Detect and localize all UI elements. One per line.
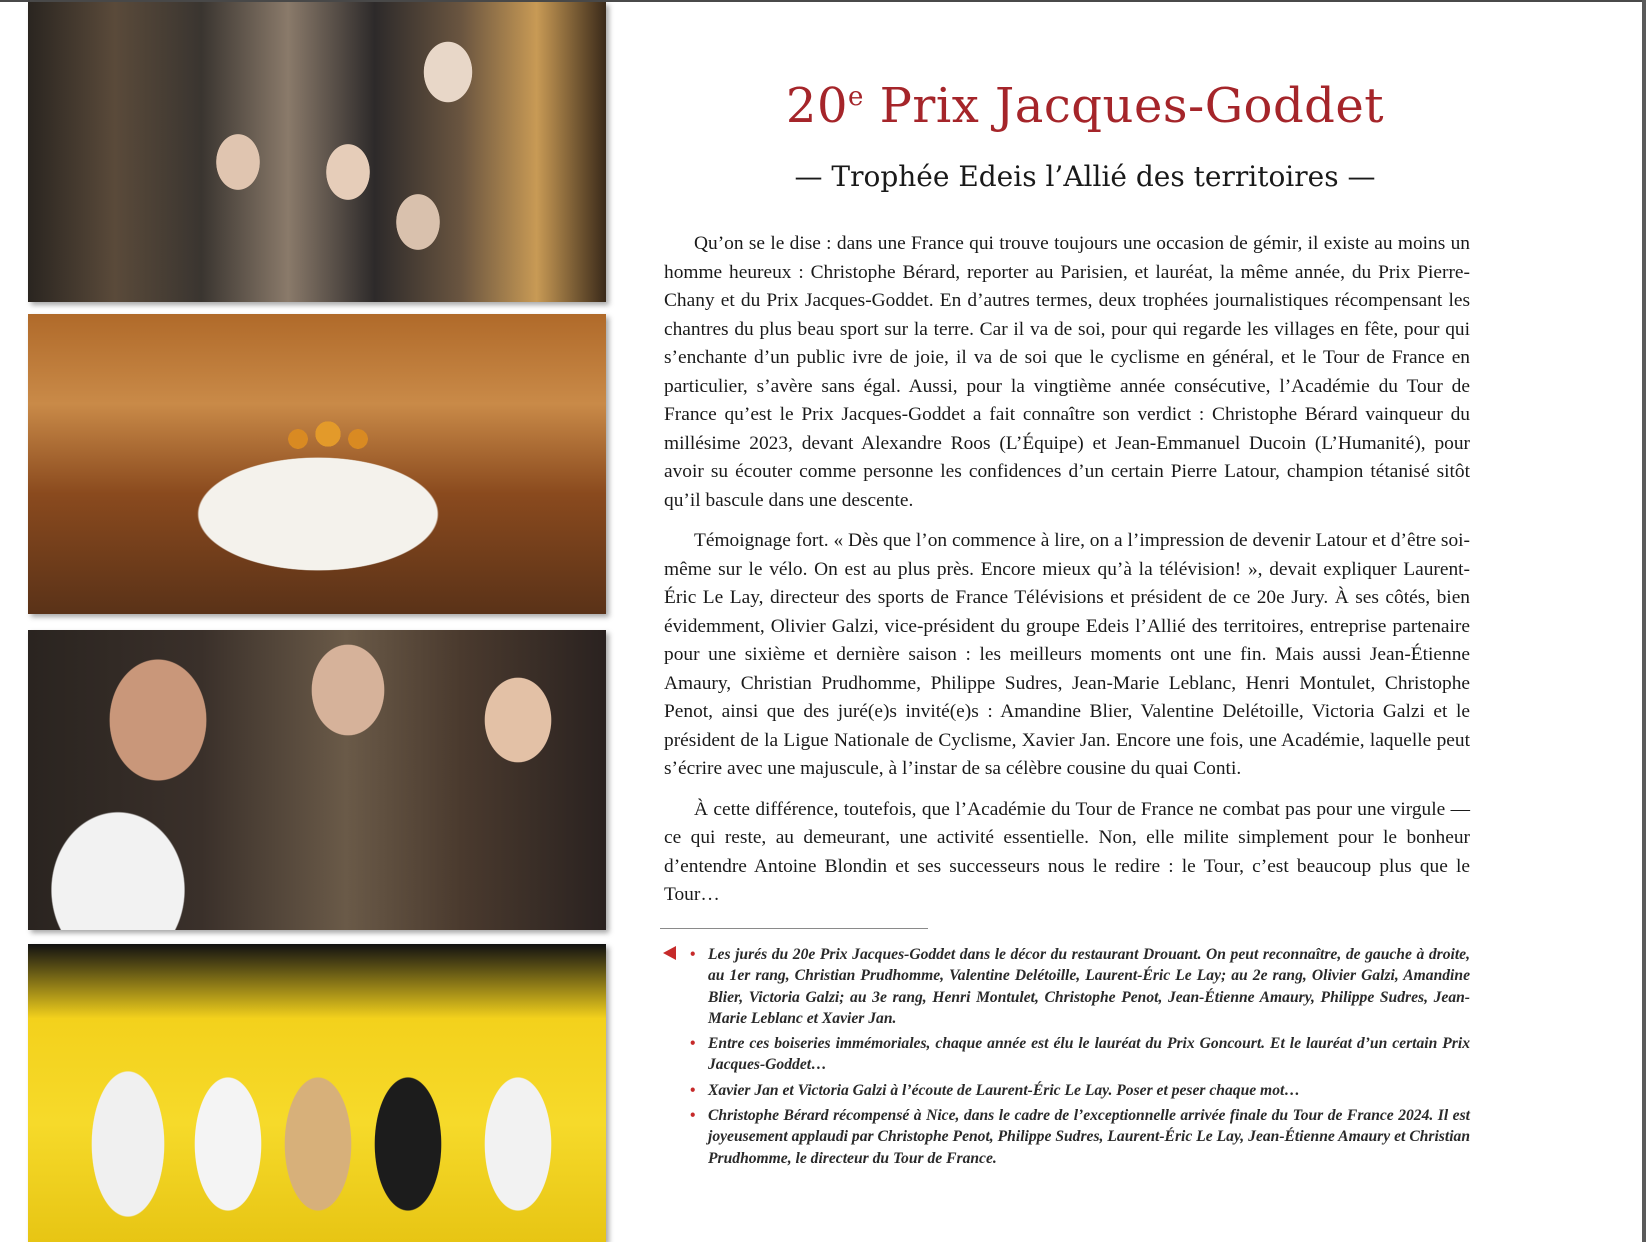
bullet-icon: •: [690, 1035, 696, 1053]
jury-group-photo: [28, 2, 606, 302]
paragraph: Témoignage fort. « Dès que l’on commence à lire, on a l’impression de devenir Latour et d’être soi-même sur le vélo. On est au plus près. Encore mieux qu’à la télévision! », devait expliquer Laurent-Éric Le Lay, directeur des sports de France Télévisions et président de ce 20e Jury. À ses côtés, bien évidemment, Olivier Galzi, vice-président du groupe Edeis l’Allié des territoires, entreprise partenaire pour une sixième et dernière saison : les meilleurs moments ont une fin. Mais aussi Jean-Étienne Amaury, Christian Prudhomme, Philippe Sudres, Jean-Marie Leblanc, Henri Montulet, Christophe Penot, ainsi que des juré(e)s invité(e)s : Amandine Blier, Valentine Delétoille, Victoria Galzi et le président de la Ligue Nationale de Cyclisme, Xavier Jan. Encore une fois, une Académie, laquelle peut s’écrire avec une majuscule, à l’instar de sa célèbre cousine du quai Conti.: [664, 530, 1470, 779]
caption-text: Les jurés du 20e Prix Jacques-Goddet dans le décor du restaurant Drouant. On peut reconnaître, de gauche à droite, au 1er rang, Christian Prudhomme, Valentine Delétoille, Laurent-Éric Le Lay; au 2e rang, Olivier Galzi, Amandine Blier, Victoria Galzi; au 3e rang, Henri Montulet, Christophe Penot, Jean-Étienne Amaury, Philippe Sudres, Jean-Marie Leblanc et Xavier Jan.: [708, 946, 1470, 1027]
caption-item: [688, 1105, 1470, 1169]
caption-divider: [660, 928, 928, 929]
title-text: Prix Jacques-Goddet: [863, 78, 1385, 134]
caption-item: [688, 944, 1470, 1029]
right-border: [1642, 0, 1646, 1242]
bullet-icon: •: [690, 1107, 696, 1125]
photo-captions: [688, 944, 1470, 1173]
left-arrow-marker-icon: [663, 946, 676, 960]
jury-dinner-table-photo: [28, 314, 606, 614]
paragraph: À cette différence, toutefois, que l’Académie du Tour de France ne combat pas pour une virgule — ce qui reste, au demeurant, une activité essentielle. Non, elle milite simplement pour le bonheur d’entendre Antoine Blondin et ses successeurs nous le redire : le Tour, c’est beaucoup plus que le Tour…: [664, 798, 1470, 905]
paragraph: Qu’on se le dise : dans une France qui trouve toujours une occasion de gémir, il existe au moins un homme heureux : Christophe Bérard, reporter au Parisien, et lauréat, la même année, du Prix Pierre-Chany et du Prix Jacques-Goddet. En d’autres termes, deux trophées journalistiques récompensant les chantres du plus beau sport sur la terre. Car il va de soi, pour qui regarde les villages en fête, pour qui s’enchante d’un public ivre de joie, il va de soi que le cyclisme en général, et le Tour de France en particulier, s’avère sans égal. Aussi, pour la vingtième année consécutive, l’Académie du Tour de France qu’est le Prix Jacques-Goddet a fait connaître son verdict : Christophe Bérard vainqueur du millésime 2023, devant Alexandre Roos (L’Équipe) et Jean-Emmanuel Ducoin (L’Humanité), pour avoir su écouter comme personne les confidences d’un certain Pierre Latour, champion tétanisé sitôt qu’il bascule dans une descente.: [664, 233, 1470, 511]
title-superscript: e: [847, 82, 864, 112]
caption-item: [688, 1080, 1470, 1101]
caption-text: Christophe Bérard récompensé à Nice, dans le cadre de l’exceptionnelle arrivée finale du Tour de France 2024. Il est joyeusement applaudi par Christophe Penot, Philippe Sudres, Laurent-Éric Le Lay, Jean-Étienne Amaury et Christian Prudhomme, le directeur du Tour de France.: [708, 1107, 1470, 1167]
bullet-icon: •: [690, 1081, 696, 1099]
caption-text: Entre ces boiseries immémoriales, chaque année est élu le lauréat du Prix Goncourt. Et le lauréat d’un certain Prix Jacques-Goddet…: [708, 1035, 1470, 1074]
award-ceremony-nice-photo: [28, 944, 606, 1242]
article-subtitle: — Trophée Edeis l’Allié des territoires —: [794, 160, 1376, 193]
article-body: [664, 230, 1470, 922]
caption-text: Xavier Jan et Victoria Galzi à l’écoute de Laurent-Éric Le Lay. Poser et peser chaque mot…: [708, 1081, 1300, 1099]
jury-discussion-photo: [28, 630, 606, 930]
title-number: 20: [785, 78, 848, 134]
caption-item: [688, 1033, 1470, 1076]
bullet-icon: •: [690, 946, 696, 963]
article-title: [700, 78, 1470, 134]
